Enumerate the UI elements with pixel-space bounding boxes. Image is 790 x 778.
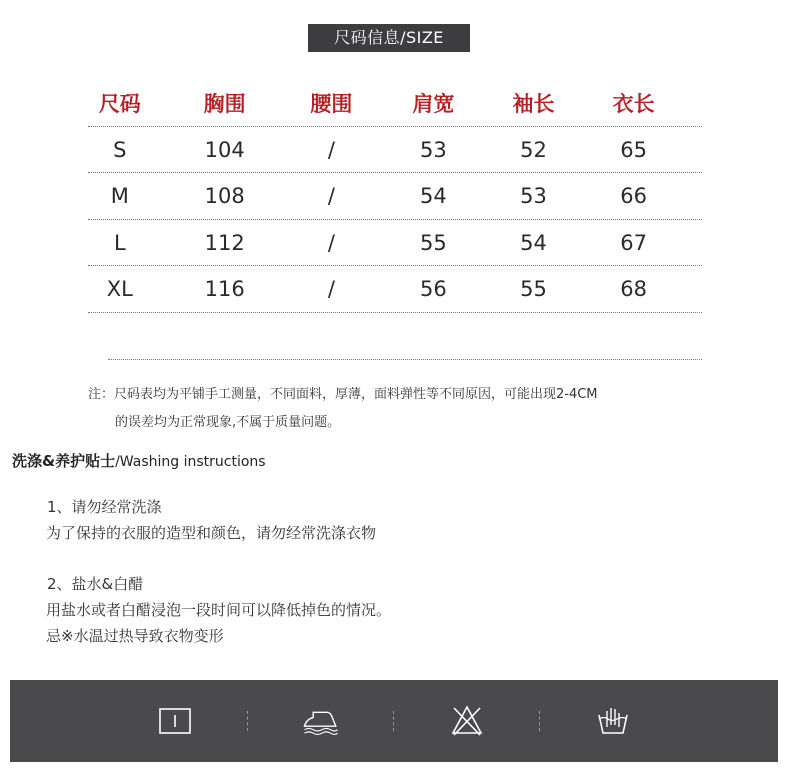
washing-item-line: 为了保持的衣服的造型和颜色，请勿经常洗涤衣物 xyxy=(46,524,377,542)
table-cell: 56 xyxy=(420,277,447,302)
table-row xyxy=(88,173,702,220)
table-row xyxy=(88,127,702,174)
table-cell: / xyxy=(327,277,335,302)
icon-separator xyxy=(247,711,249,731)
hand-wash-icon xyxy=(593,701,633,741)
table-cell: 54 xyxy=(520,230,547,255)
table-cell: 66 xyxy=(620,184,648,209)
table-row xyxy=(88,266,702,313)
washing-item-line: 用盐水或者白醋浸泡一段时间可以降低掉色的情况。 xyxy=(46,601,392,619)
table-cell: 67 xyxy=(620,230,648,255)
icon-separator xyxy=(393,711,395,731)
table-header-row xyxy=(88,80,702,127)
washing-title-cn: 洗涤&养护贴士 xyxy=(12,452,116,470)
table-cell: 65 xyxy=(620,137,648,162)
care-icon-bar xyxy=(10,680,778,762)
no-bleach-icon xyxy=(447,701,487,741)
table-cell: / xyxy=(327,230,335,255)
table-cell: S xyxy=(113,137,127,162)
table-cell: 116 xyxy=(204,277,245,302)
washing-item-head: 1、请勿经常洗涤 xyxy=(47,498,162,516)
washing-title xyxy=(12,450,266,471)
size-table xyxy=(88,80,702,313)
measurement-note xyxy=(88,381,708,437)
col-header-shoulder: 肩宽 xyxy=(412,92,455,117)
washing-item-2 xyxy=(47,571,391,649)
note-line-2: 的误差均为正常现象,不属于质量问题。 xyxy=(115,415,341,430)
col-header-length: 衣长 xyxy=(612,92,655,117)
washing-item-1 xyxy=(47,494,376,546)
table-cell: / xyxy=(327,137,335,162)
washing-title-en: /Washing instructions xyxy=(115,454,266,470)
col-header-sleeve: 袖长 xyxy=(512,92,555,117)
table-cell: 112 xyxy=(204,230,245,255)
table-row xyxy=(88,220,702,267)
table-cell: 52 xyxy=(520,137,547,162)
table-cell: 53 xyxy=(520,184,547,209)
table-cell: M xyxy=(110,184,129,209)
washing-item-head: 2、盐水&白醋 xyxy=(47,575,144,593)
table-cell: / xyxy=(327,184,335,209)
iron-icon xyxy=(301,701,341,741)
line-dry-icon xyxy=(155,701,195,741)
col-header-waist: 腰围 xyxy=(310,92,353,117)
table-cell: 104 xyxy=(204,137,245,162)
table-cell: 68 xyxy=(620,277,648,302)
note-line-1: 注：尺码表均为平铺手工测量，不同面料，厚薄，面料弹性等不同原因，可能出现2-4CM xyxy=(88,387,598,402)
washing-item-line: 忌※水温过热导致衣物变形 xyxy=(46,627,224,645)
col-header-chest: 胸围 xyxy=(203,92,246,117)
table-cell: 53 xyxy=(420,137,447,162)
dotted-divider xyxy=(108,359,702,360)
table-cell: 55 xyxy=(420,230,447,255)
col-header-size: 尺码 xyxy=(98,92,141,117)
table-cell: L xyxy=(113,230,126,255)
table-cell: 55 xyxy=(520,277,547,302)
size-info-tag: 尺码信息/SIZE xyxy=(308,24,470,52)
table-cell: 108 xyxy=(204,184,245,209)
table-cell: XL xyxy=(106,277,133,302)
icon-separator xyxy=(539,711,541,731)
table-cell: 54 xyxy=(420,184,447,209)
